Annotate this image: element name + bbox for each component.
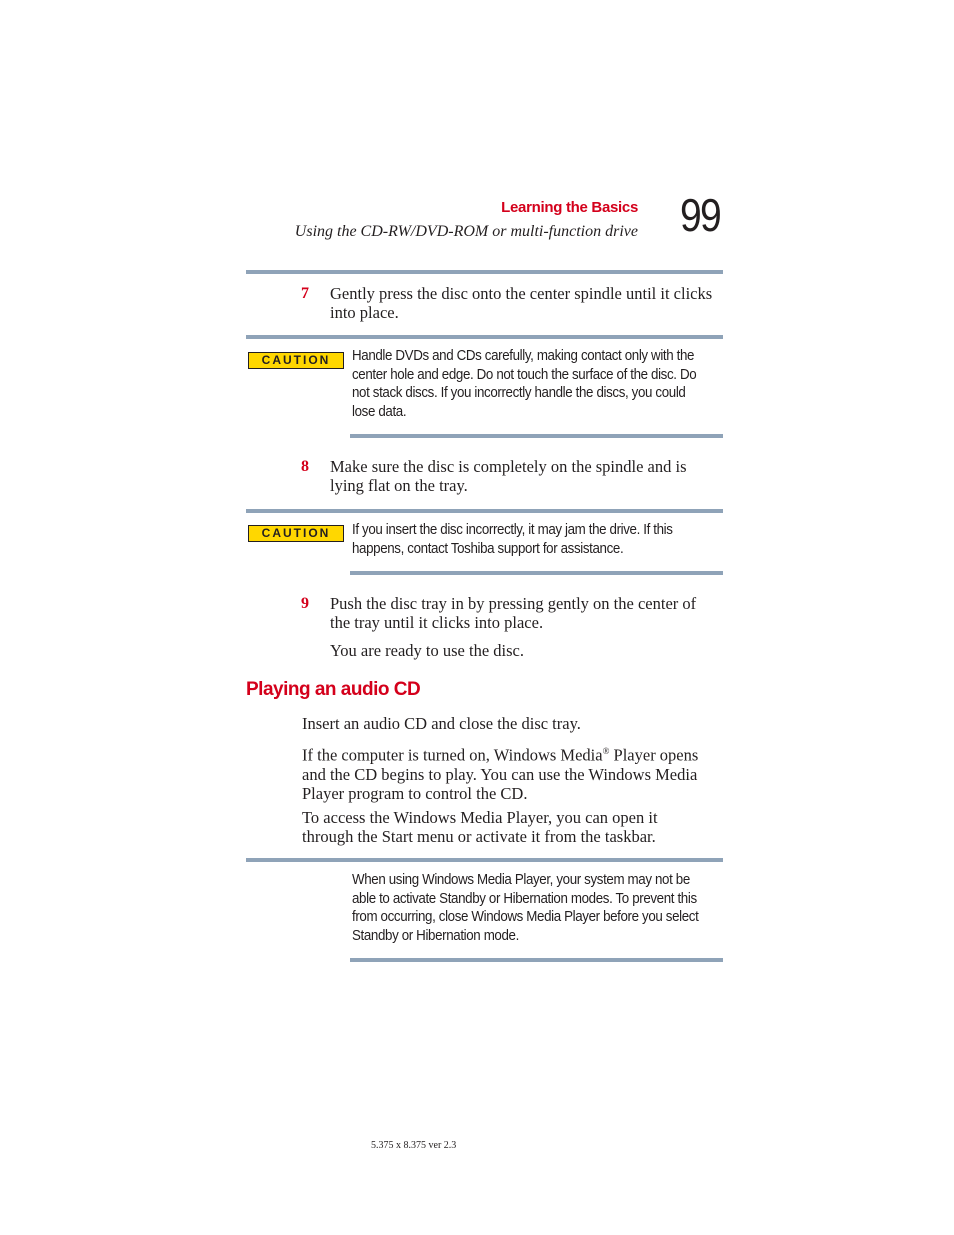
divider-rule xyxy=(246,858,723,862)
paragraph: To access the Windows Media Player, you can open it through the Start menu or activate it from the taskbar. xyxy=(302,808,658,846)
step-number: 9 xyxy=(301,595,309,612)
paragraph: If the computer is turned on, Windows Media® Player opens and the CD begins to play. You can use the Windows Media Player program to control the CD. xyxy=(302,745,699,803)
caution-text: If you insert the disc incorrectly, it may jam the drive. If this happens, contact Toshiba support for assistance. xyxy=(352,522,673,557)
running-header-section: Learning the Basics xyxy=(501,199,638,216)
paragraph: Insert an audio CD and close the disc tray. xyxy=(302,714,581,733)
ready-text: You are ready to use the disc. xyxy=(330,641,524,660)
step-number: 7 xyxy=(301,285,309,302)
footer-text: 5.375 x 8.375 ver 2.3 xyxy=(371,1140,457,1151)
divider-rule xyxy=(350,571,723,575)
note-text: When using Windows Media Player, your system may not be able to activate Standby or Hibernation modes. To prevent this from occurring, close Windows Media Player before you select Standby or Hibernation mode. xyxy=(352,872,699,944)
divider-rule xyxy=(350,434,723,438)
step-number: 8 xyxy=(301,458,309,475)
running-header-subtitle: Using the CD-RW/DVD-ROM or multi-function drive xyxy=(294,223,638,240)
page-number: 99 xyxy=(680,189,721,241)
divider-rule xyxy=(246,509,723,513)
caution-text: Handle DVDs and CDs carefully, making contact only with the center hole and edge. Do not touch the surface of the disc. Do not stack discs. If you incorrectly handle the discs, you could lose data. xyxy=(352,348,697,420)
step-text: Make sure the disc is completely on the spindle and is lying flat on the tray. xyxy=(330,457,687,495)
divider-rule xyxy=(350,958,723,962)
caution-badge: CAUTION xyxy=(248,525,344,542)
divider-rule xyxy=(246,270,723,274)
divider-rule xyxy=(246,335,723,339)
step-text: Gently press the disc onto the center spindle until it clicks into place. xyxy=(330,284,713,322)
section-title: Playing an audio CD xyxy=(246,679,421,700)
caution-badge: CAUTION xyxy=(248,352,344,369)
step-text: Push the disc tray in by pressing gently on the center of the tray until it clicks into place. xyxy=(330,594,697,632)
